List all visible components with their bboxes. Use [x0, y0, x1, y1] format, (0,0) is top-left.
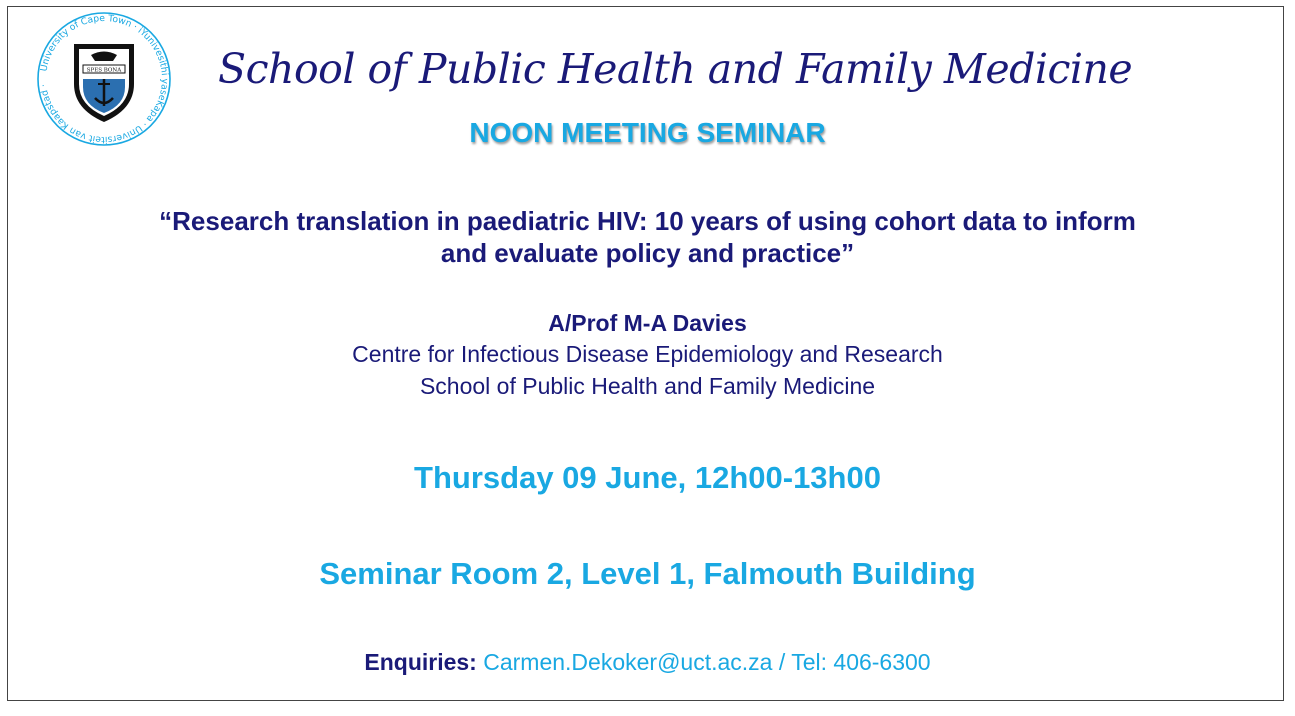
crest-motto: SPES BONA: [86, 67, 122, 74]
speaker-affiliation-1: Centre for Infectious Disease Epidemiology and Research: [352, 341, 943, 367]
speaker-name: A/Prof M-A Davies: [548, 310, 747, 336]
speaker-affiliation-2: School of Public Health and Family Medicine: [419, 373, 876, 399]
enquiries-contact: Carmen.Dekoker@uct.ac.za / Tel: 406-6300: [483, 649, 931, 675]
school-title: School of Public Health and Family Medicine: [218, 45, 1133, 93]
event-date-time: Thursday 09 June, 12h00-13h00: [414, 460, 881, 495]
talk-title-line-1: “Research translation in paediatric HIV: 10 years of using cohort data to inform: [159, 206, 1136, 236]
seminar-label: NOON MEETING SEMINAR: [469, 117, 826, 148]
talk-title-line-2: and evaluate policy and practice”: [440, 238, 855, 268]
enquiries-label: Enquiries:: [364, 649, 477, 675]
talk-title: [0, 205, 1295, 269]
logo-ring-text: University of Cape Town · iYunivesithi yaseKapa · Universiteit van Kaapstad ·: [38, 12, 171, 146]
event-venue: Seminar Room 2, Level 1, Falmouth Building: [319, 556, 976, 591]
enquiries-line: [0, 649, 1295, 676]
